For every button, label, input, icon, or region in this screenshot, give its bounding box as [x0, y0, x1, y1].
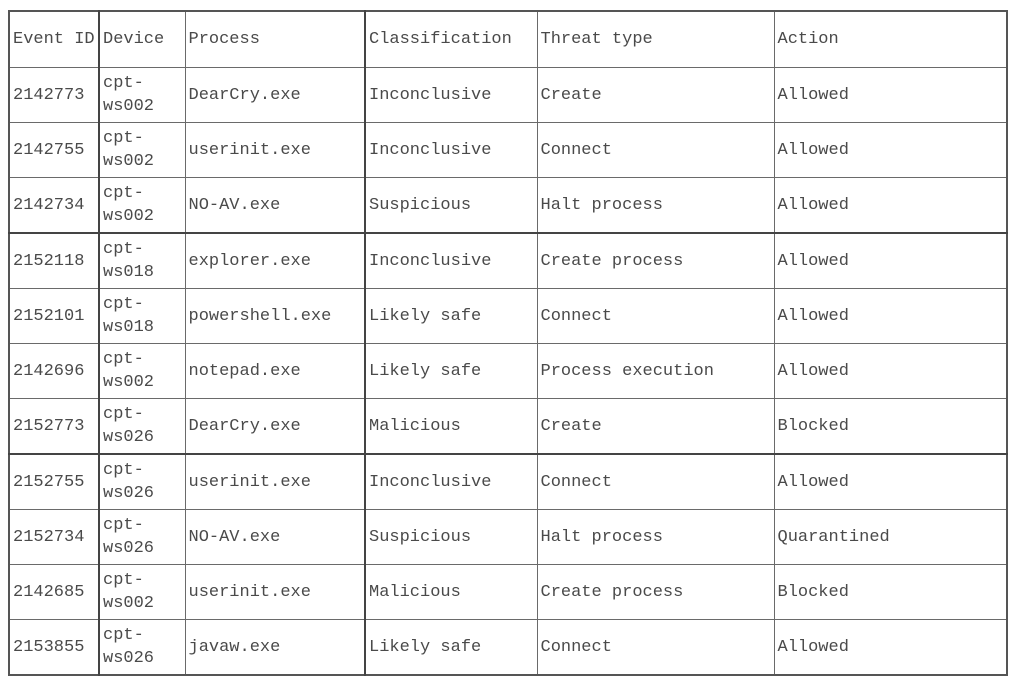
cell-device [99, 454, 185, 510]
events-table [8, 10, 1008, 676]
cell-classification: Suspicious [365, 178, 537, 234]
cell-device [99, 289, 185, 344]
cell-process: powershell.exe [185, 289, 365, 344]
device-prefix: cpt- [103, 571, 144, 590]
device-suffix: ws018 [103, 318, 155, 337]
cell-device [99, 68, 185, 123]
cell-action: Blocked [774, 399, 1007, 455]
table-row [9, 233, 1007, 289]
cell-classification: Likely safe [365, 344, 537, 399]
cell-event-id: 2142734 [9, 178, 99, 234]
header-event-id: Event ID [9, 11, 99, 68]
cell-threat-type: Halt process [537, 510, 774, 565]
cell-classification: Inconclusive [365, 123, 537, 178]
cell-event-id: 2152773 [9, 399, 99, 455]
cell-action: Allowed [774, 454, 1007, 510]
cell-threat-type: Connect [537, 123, 774, 178]
device-suffix: ws002 [103, 373, 155, 392]
device-prefix: cpt- [103, 74, 144, 93]
device-prefix: cpt- [103, 240, 144, 259]
table-body [9, 68, 1007, 676]
table-row [9, 510, 1007, 565]
table-row [9, 620, 1007, 676]
cell-threat-type: Connect [537, 289, 774, 344]
table-row [9, 565, 1007, 620]
cell-classification: Inconclusive [365, 233, 537, 289]
cell-process: NO-AV.exe [185, 178, 365, 234]
device-prefix: cpt- [103, 461, 144, 480]
cell-threat-type: Connect [537, 620, 774, 676]
cell-device [99, 620, 185, 676]
cell-action: Allowed [774, 344, 1007, 399]
device-suffix: ws026 [103, 484, 155, 503]
cell-threat-type: Create process [537, 233, 774, 289]
cell-device [99, 123, 185, 178]
cell-event-id: 2142773 [9, 68, 99, 123]
cell-device [99, 399, 185, 455]
device-suffix: ws002 [103, 97, 155, 116]
cell-process: explorer.exe [185, 233, 365, 289]
cell-event-id: 2152755 [9, 454, 99, 510]
cell-threat-type: Create process [537, 565, 774, 620]
table-row [9, 344, 1007, 399]
device-prefix: cpt- [103, 405, 144, 424]
cell-classification: Likely safe [365, 289, 537, 344]
cell-threat-type: Create [537, 399, 774, 455]
cell-event-id: 2152734 [9, 510, 99, 565]
cell-process: notepad.exe [185, 344, 365, 399]
cell-threat-type: Halt process [537, 178, 774, 234]
cell-threat-type: Create [537, 68, 774, 123]
cell-process: userinit.exe [185, 123, 365, 178]
cell-device [99, 344, 185, 399]
table-row [9, 454, 1007, 510]
header-row [9, 11, 1007, 68]
header-device: Device [99, 11, 185, 68]
cell-action: Allowed [774, 123, 1007, 178]
cell-classification: Suspicious [365, 510, 537, 565]
device-suffix: ws018 [103, 263, 155, 282]
device-prefix: cpt- [103, 184, 144, 203]
cell-action: Quarantined [774, 510, 1007, 565]
table-row [9, 68, 1007, 123]
cell-event-id: 2142696 [9, 344, 99, 399]
device-suffix: ws026 [103, 649, 155, 668]
cell-classification: Malicious [365, 565, 537, 620]
device-suffix: ws002 [103, 152, 155, 171]
cell-classification: Inconclusive [365, 454, 537, 510]
cell-action: Allowed [774, 68, 1007, 123]
table-row [9, 178, 1007, 234]
device-prefix: cpt- [103, 516, 144, 535]
cell-event-id: 2142685 [9, 565, 99, 620]
cell-action: Allowed [774, 178, 1007, 234]
device-prefix: cpt- [103, 350, 144, 369]
cell-device [99, 233, 185, 289]
device-suffix: ws002 [103, 207, 155, 226]
cell-device [99, 178, 185, 234]
header-classification: Classification [365, 11, 537, 68]
cell-process: DearCry.exe [185, 399, 365, 455]
cell-device [99, 565, 185, 620]
table-row [9, 399, 1007, 455]
header-threat-type: Threat type [537, 11, 774, 68]
table-row [9, 123, 1007, 178]
cell-classification: Inconclusive [365, 68, 537, 123]
cell-action: Allowed [774, 620, 1007, 676]
header-action: Action [774, 11, 1007, 68]
table-row [9, 289, 1007, 344]
header-process: Process [185, 11, 365, 68]
device-suffix: ws026 [103, 428, 155, 447]
cell-classification: Malicious [365, 399, 537, 455]
cell-process: userinit.exe [185, 565, 365, 620]
cell-process: NO-AV.exe [185, 510, 365, 565]
cell-action: Allowed [774, 289, 1007, 344]
device-prefix: cpt- [103, 129, 144, 148]
cell-threat-type: Process execution [537, 344, 774, 399]
cell-event-id: 2142755 [9, 123, 99, 178]
cell-event-id: 2153855 [9, 620, 99, 676]
cell-process: userinit.exe [185, 454, 365, 510]
cell-process: javaw.exe [185, 620, 365, 676]
cell-device [99, 510, 185, 565]
device-prefix: cpt- [103, 295, 144, 314]
cell-action: Allowed [774, 233, 1007, 289]
cell-classification: Likely safe [365, 620, 537, 676]
device-suffix: ws026 [103, 539, 155, 558]
cell-event-id: 2152101 [9, 289, 99, 344]
cell-threat-type: Connect [537, 454, 774, 510]
cell-event-id: 2152118 [9, 233, 99, 289]
cell-process: DearCry.exe [185, 68, 365, 123]
device-suffix: ws002 [103, 594, 155, 613]
device-prefix: cpt- [103, 626, 144, 645]
cell-action: Blocked [774, 565, 1007, 620]
